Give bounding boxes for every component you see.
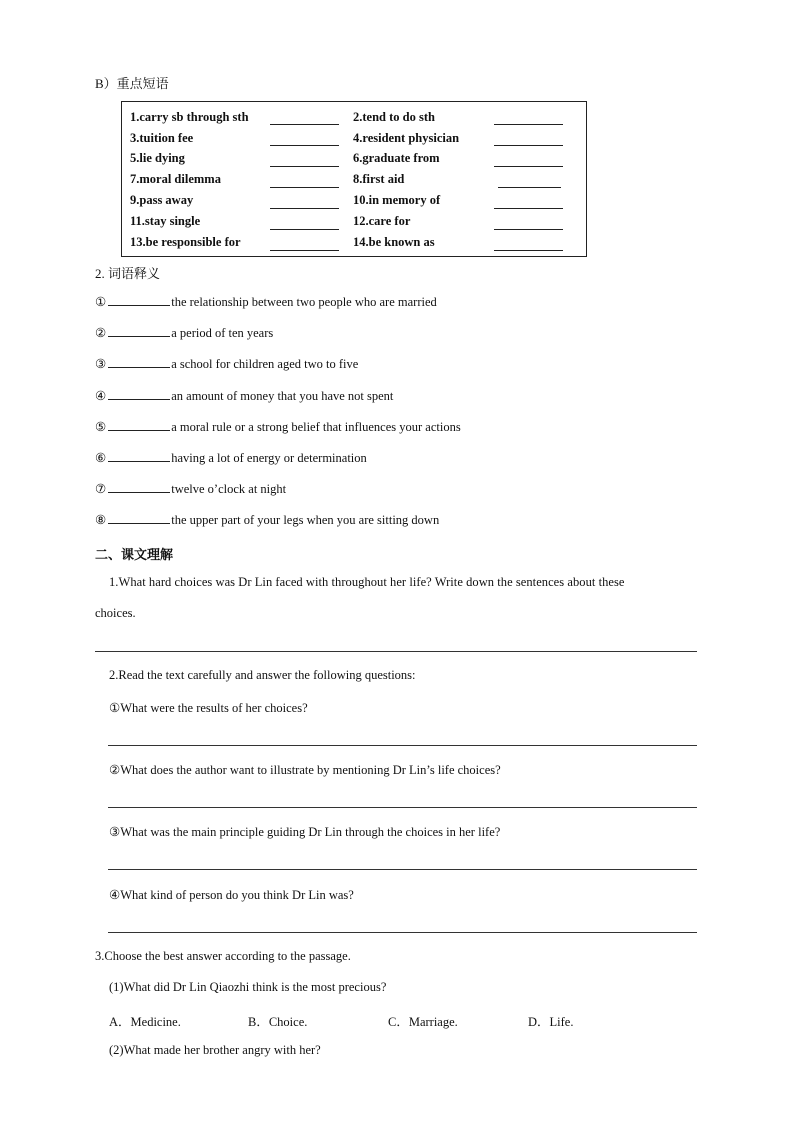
- question-2-item: ②What does the author want to illustrate by mentioning Dr Lin’s life choices?: [109, 763, 501, 777]
- definitions-title: 2. 词语释义: [95, 266, 161, 281]
- answer-line-q1[interactable]: [95, 651, 697, 652]
- definition-text: having a lot of energy or determination: [171, 451, 367, 465]
- definition-blank[interactable]: [108, 325, 170, 337]
- phrase-7: 7.moral dilemma: [130, 172, 221, 186]
- phrase-11: 11.stay single: [130, 214, 201, 228]
- definition-number: ⑤: [95, 420, 107, 434]
- option-d[interactable]: D．Life.: [528, 1015, 574, 1029]
- definition-item: [95, 512, 439, 528]
- definition-blank[interactable]: [108, 419, 170, 431]
- phrase-blank-12[interactable]: [494, 229, 563, 230]
- phrase-6: 6.graduate from: [353, 151, 440, 165]
- definition-text: the upper part of your legs when you are sitting down: [171, 513, 440, 527]
- option-c[interactable]: C．Marriage.: [388, 1015, 458, 1029]
- option-a[interactable]: A．Medicine.: [109, 1015, 181, 1029]
- definition-text: a school for children aged two to five: [171, 357, 359, 371]
- definition-blank[interactable]: [108, 450, 170, 462]
- definition-number: ⑥: [95, 451, 107, 465]
- answer-line-q2-3[interactable]: [108, 869, 697, 870]
- definition-text: a period of ten years: [171, 326, 274, 340]
- phrase-blank-1[interactable]: [270, 124, 339, 125]
- question-3-2: (2)What made her brother angry with her?: [109, 1043, 321, 1057]
- phrase-13: 13.be responsible for: [130, 235, 241, 249]
- definition-item: [95, 325, 273, 341]
- definition-item: [95, 356, 358, 372]
- phrase-blank-10[interactable]: [494, 208, 563, 209]
- question-3-1: (1)What did Dr Lin Qiaozhi think is the most precious?: [109, 980, 387, 994]
- definition-blank[interactable]: [108, 356, 170, 368]
- question-1-line2: choices.: [95, 606, 136, 620]
- phrase-3: 3.tuition fee: [130, 131, 194, 145]
- question-3-intro: 3.Choose the best answer according to the passage.: [95, 949, 351, 963]
- answer-line-q2-2[interactable]: [108, 807, 697, 808]
- definition-number: ②: [95, 326, 107, 340]
- definition-blank[interactable]: [108, 388, 170, 400]
- phrase-8: 8.first aid: [353, 172, 405, 186]
- question-2-item: ④What kind of person do you think Dr Lin was?: [109, 888, 354, 902]
- definition-text: a moral rule or a strong belief that influences your actions: [171, 420, 461, 434]
- phrase-blank-11[interactable]: [270, 229, 339, 230]
- phrase-blank-14[interactable]: [494, 250, 563, 251]
- definition-blank[interactable]: [108, 294, 170, 306]
- phrase-5: 5.lie dying: [130, 151, 185, 165]
- phrase-1: 1.carry sb through sth: [130, 110, 249, 124]
- phrase-10: 10.in memory of: [353, 193, 441, 207]
- phrase-12: 12.care for: [353, 214, 411, 228]
- definition-blank[interactable]: [108, 512, 170, 524]
- definition-number: ⑦: [95, 482, 107, 496]
- definition-number: ④: [95, 389, 107, 403]
- phrase-blank-4[interactable]: [494, 145, 563, 146]
- definition-blank[interactable]: [108, 481, 170, 493]
- question-1-line1: 1.What hard choices was Dr Lin faced with throughout her life? Write down the sentences about these: [109, 575, 625, 589]
- phrase-blank-7[interactable]: [270, 187, 339, 188]
- phrase-blank-8[interactable]: [498, 187, 561, 188]
- phrase-blank-2[interactable]: [494, 124, 563, 125]
- section-b-title: B）重点短语: [95, 76, 169, 91]
- definition-item: [95, 388, 393, 404]
- definition-text: an amount of money that you have not spent: [171, 389, 394, 403]
- definition-item: [95, 294, 437, 310]
- phrase-blank-9[interactable]: [270, 208, 339, 209]
- option-b[interactable]: B．Choice.: [248, 1015, 308, 1029]
- phrase-blank-13[interactable]: [270, 250, 339, 251]
- phrase-blank-5[interactable]: [270, 166, 339, 167]
- phrase-blank-6[interactable]: [494, 166, 563, 167]
- question-2-intro: 2.Read the text carefully and answer the following questions:: [109, 668, 416, 682]
- definition-text: twelve o’clock at night: [171, 482, 287, 496]
- definition-number: ①: [95, 295, 107, 309]
- phrase-2: 2.tend to do sth: [353, 110, 435, 124]
- phrase-4: 4.resident physician: [353, 131, 460, 145]
- definition-text: the relationship between two people who are married: [171, 295, 437, 309]
- question-2-item: ③What was the main principle guiding Dr Lin through the choices in her life?: [109, 825, 501, 839]
- definition-item: [95, 419, 461, 435]
- definition-number: ③: [95, 357, 107, 371]
- phrase-table: [121, 101, 587, 257]
- part2-title: 二、课文理解: [95, 547, 174, 562]
- phrase-blank-3[interactable]: [270, 145, 339, 146]
- definition-item: [95, 450, 367, 466]
- question-2-item: ①What were the results of her choices?: [109, 701, 308, 715]
- definition-item: [95, 481, 286, 497]
- phrase-14: 14.be known as: [353, 235, 435, 249]
- definition-number: ⑧: [95, 513, 107, 527]
- phrase-9: 9.pass away: [130, 193, 194, 207]
- answer-line-q2-1[interactable]: [108, 745, 697, 746]
- answer-line-q2-4[interactable]: [108, 932, 697, 933]
